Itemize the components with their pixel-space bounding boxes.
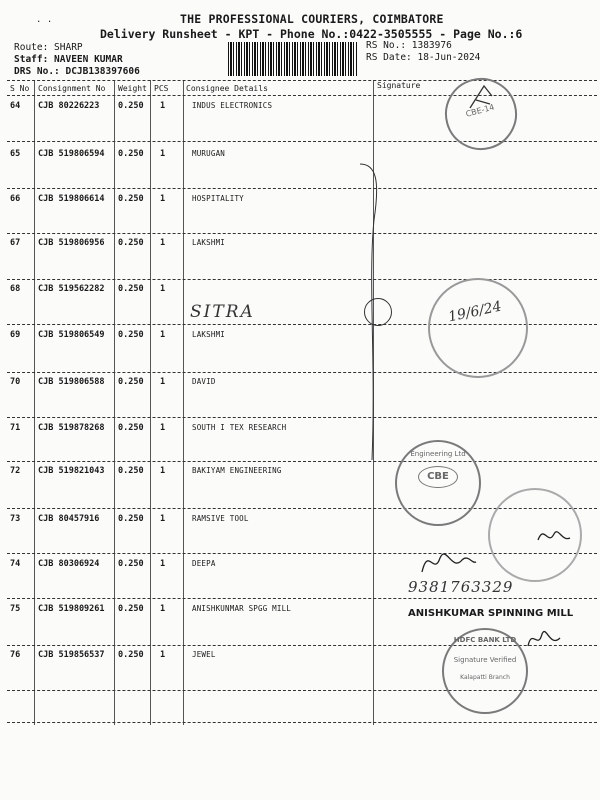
- row-rule: [7, 141, 597, 142]
- row-pcs: 1: [160, 330, 166, 340]
- engineering-text: Engineering Ltd: [410, 450, 466, 458]
- row-pcs: 1: [160, 238, 166, 248]
- row-consignment: CJB 519806549: [38, 330, 105, 340]
- row-weight: 0.250: [118, 194, 144, 204]
- row-weight: 0.250: [118, 238, 144, 248]
- staff-label: Staff: NAVEEN KUMAR: [14, 54, 123, 65]
- col-divider: [150, 80, 151, 725]
- col-header-sno: S No: [10, 84, 30, 93]
- drs-number: DRS No.: DCJB138397606: [14, 66, 140, 77]
- row-consignment: CJB 519809261: [38, 604, 105, 614]
- row-consignment: CJB 80306924: [38, 559, 100, 569]
- rs-date: RS Date: 18-Jun-2024: [366, 52, 481, 63]
- row-consignment: CJB 519821043: [38, 466, 105, 476]
- col-divider: [34, 80, 35, 725]
- runsheet-title: Delivery Runsheet - KPT - Phone No.:0422-3505555 - Page No.:6: [100, 27, 523, 41]
- row-consignment: CJB 519878268: [38, 423, 105, 433]
- row-consignee: JEWEL: [192, 650, 216, 659]
- row-consignee: SOUTH I TEX RESEARCH: [192, 423, 287, 432]
- barcode: [228, 42, 358, 76]
- col-header-signature: Signature: [377, 81, 421, 90]
- row-consignment: CJB 80226223: [38, 101, 100, 111]
- col-header-pcs: PCS: [154, 84, 169, 93]
- row-consignment: CJB 519856537: [38, 650, 105, 660]
- hdfc-text: HDFC BANK LTD: [453, 636, 517, 644]
- row-rule: [7, 279, 597, 280]
- row-consignee: INDUS ELECTRONICS: [192, 101, 273, 110]
- row-rule: [7, 598, 597, 599]
- row-rule: [7, 417, 597, 418]
- row-weight: 0.250: [118, 101, 144, 111]
- row-weight: 0.250: [118, 330, 144, 340]
- phone-handwriting: 9381763329: [408, 578, 514, 596]
- row-consignee: MURUGAN: [192, 149, 226, 158]
- row-consignment: CJB 519806594: [38, 149, 105, 159]
- cbe-stamp-text: CBE: [418, 466, 458, 488]
- row-weight: 0.250: [118, 559, 144, 569]
- row-sno: 69: [10, 330, 21, 340]
- row-consignee: LAKSHMI: [192, 330, 226, 339]
- col-divider: [114, 80, 115, 725]
- circle-scribble: [364, 298, 392, 326]
- anish-stamp-text: ANISHKUMAR SPINNING MILL: [408, 608, 574, 619]
- row-weight: 0.250: [118, 149, 144, 159]
- row-pcs: 1: [160, 466, 166, 476]
- row-sno: 74: [10, 559, 21, 569]
- row-sno: 73: [10, 514, 21, 524]
- row-consignee: ANISHKUNMAR SPGG MILL: [192, 604, 292, 613]
- row-weight: 0.250: [118, 284, 144, 294]
- row-consignment: CJB 519806588: [38, 377, 105, 387]
- header-dots: . .: [36, 15, 53, 25]
- row-rule: [7, 372, 597, 373]
- row-sno: 75: [10, 604, 21, 614]
- row-consignment: CJB 519806956: [38, 238, 105, 248]
- row-pcs: 1: [160, 284, 166, 294]
- row-sno: 64: [10, 101, 21, 111]
- company-title: THE PROFESSIONAL COURIERS, COIMBATORE: [180, 12, 444, 26]
- header-rule: [7, 80, 597, 81]
- signature-scribble: [536, 520, 572, 550]
- row-weight: 0.250: [118, 604, 144, 614]
- row-sno: 76: [10, 650, 21, 660]
- row-pcs: 1: [160, 423, 166, 433]
- row-sno: 68: [10, 284, 21, 294]
- rs-number: RS No.: 1383976: [366, 40, 452, 51]
- row-consignee: DAVID: [192, 377, 216, 386]
- row-pcs: 1: [160, 514, 166, 524]
- row-consignee: HOSPITALITY: [192, 194, 244, 203]
- row-consignee: DEEPA: [192, 559, 216, 568]
- row-pcs: 1: [160, 650, 166, 660]
- row-sno: 67: [10, 238, 21, 248]
- row-weight: 0.250: [118, 377, 144, 387]
- row-weight: 0.250: [118, 466, 144, 476]
- row-pcs: 1: [160, 559, 166, 569]
- row-sno: 70: [10, 377, 21, 387]
- row-weight: 0.250: [118, 423, 144, 433]
- table-end-rule: [7, 722, 597, 723]
- sitra-handwriting: SITRA: [190, 302, 255, 322]
- col-divider: [183, 80, 184, 725]
- signature-scribble: [526, 622, 562, 652]
- branch-text: Kalapatti Branch: [460, 674, 510, 681]
- row-sno: 72: [10, 466, 21, 476]
- row-pcs: 1: [160, 101, 166, 111]
- col-header-consignee: Consignee Details: [186, 84, 268, 93]
- col-header-consignment: Consignment No: [38, 84, 106, 93]
- row-sno: 65: [10, 149, 21, 159]
- row-sno: 66: [10, 194, 21, 204]
- cbe14-text: CBE-14: [464, 102, 496, 119]
- row-pcs: 1: [160, 149, 166, 159]
- row-rule: [7, 461, 597, 462]
- row-consignment: CJB 80457916: [38, 514, 100, 524]
- date-handwriting: 19/6/24: [446, 298, 504, 326]
- col-header-weight: Weight: [118, 84, 147, 93]
- deepa-signature: [418, 542, 478, 578]
- row-weight: 0.250: [118, 650, 144, 660]
- row-weight: 0.250: [118, 514, 144, 524]
- row-sno: 71: [10, 423, 21, 433]
- signature-scribble: [466, 82, 496, 112]
- route-label: Route: SHARP: [14, 42, 83, 53]
- row-rule: [7, 233, 597, 234]
- row-consignee: RAMSIVE TOOL: [192, 514, 249, 523]
- row-consignment: CJB 519806614: [38, 194, 105, 204]
- row-pcs: 1: [160, 604, 166, 614]
- row-consignee: LAKSHMI: [192, 238, 226, 247]
- round-stamp: [428, 278, 528, 378]
- row-rule: [7, 188, 597, 189]
- row-consignee: BAKIYAM ENGINEERING: [192, 466, 282, 475]
- hdfc-stamp: [442, 628, 528, 714]
- row-consignment: CJB 519562282: [38, 284, 105, 294]
- row-pcs: 1: [160, 377, 166, 387]
- row-pcs: 1: [160, 194, 166, 204]
- engineering-stamp: [395, 440, 481, 526]
- verified-text: Signature Verified: [453, 656, 517, 664]
